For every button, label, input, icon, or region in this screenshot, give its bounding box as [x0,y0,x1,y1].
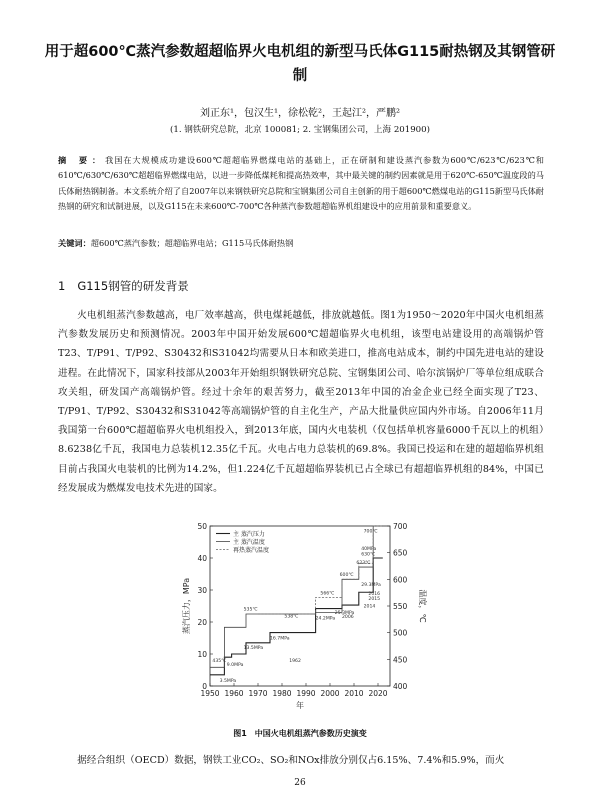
abstract [58,153,544,214]
body-paragraph: 火电机组蒸汽参数越高，电厂效率越高，供电煤耗越低，排放就越低。图1为1950～2020年中国火电机组蒸汽参数发展历史和预测情况。2003年中国开始发展600℃超超临界火电机组，该型电站建设用的高端锅炉管T23、T/P91、T/P92、S30432和S31042均需要从日本和欧美进口，推高电站成本，制约中国先进电站的建设进程。在此情况下，国家科技部从2003年开始组织钢铁研究总院、宝钢集团公司、哈尔滨锅炉厂等单位组成联合攻关组，研发国产高端锅炉管。经过十余年的艰苦努力，截至2013年中国的冶金企业已经全面实现了T23、T/P91、T/P92、S30432和S31042等高端锅炉管的自主化生产，产品大批量供应国内外市场。自2006年11月我国第一台600℃超超临界火电机组投入，到2013年底，国内火电装机（仅包括单机容量6000千瓦以上的机组）8.6238亿千瓦，我国电力总装机12.35亿千瓦。火电占电力总装机的69.8%。我国已投运和在建的超超临界机组目前占我国火电装机的比例为14.2%，但1.224亿千瓦超超临界装机已占全球已有超超临界机组的84%，中国已经发展成为燃煤发电技术先进的国家。 [58,310,544,494]
continued-paragraph: 据经合组织（OECD）数据，钢铁工业CO₂、SO₂和NOx排放分别仅占6.15%、7.4%和5.9%，而火 [77,755,505,766]
y-right-tick-label: 450 [393,655,408,665]
y-left-axis-label: 蒸汽压力，MPa [182,577,191,635]
data-label: 2014 [363,604,376,610]
y-right-tick-label: 400 [393,682,408,691]
data-label: 29.3MPa [361,582,381,588]
data-label: 2016 [368,591,381,597]
y-right-tick-label: 500 [393,628,408,638]
data-label: 700℃ [363,529,378,535]
paper-title: 用于超600℃蒸汽参数超超临界火电机组的新型马氏体G115耐热钢及其钢管研制 [44,44,556,84]
x-axis-label: 年 [296,701,304,710]
data-label: 2015 [368,597,381,603]
abstract-text: 我国在大规模成功建设600℃超超临界燃煤电站的基础上，正在研制和建设蒸汽参数为600℃/623℃/623℃和610℃/630℃/630℃超超临界燃煤电站，以进一步降低煤耗和提高热效率，其中最关键的制约因素就是用于620℃-650℃温度段的马氏体耐热钢制备。本文系统介绍了自2007年以来钢铁研究总院和宝钢集团公司自主创新的用于超600℃燃煤电站的G115新型马氏体耐热钢的研究和试制进展，以及G115在未来600℃-700℃各种蒸汽参数超超临界机组建设中的应用前景和重要意义。 [58,155,544,211]
keywords-label: 关键词： [58,238,91,248]
data-label: 24.2MPa [315,616,336,622]
data-label: 16.7MPa [270,636,290,642]
y-left-tick-label: 50 [197,522,207,531]
x-tick-label: 2020 [368,689,388,698]
data-label: 623℃ [356,560,371,566]
x-tick-label: 1990 [296,689,316,698]
x-tick-label: 1960 [224,689,244,698]
figure-caption: 图1 中国火电机组蒸汽参数历史演变 [233,729,367,738]
data-label: 435℃ [212,659,227,664]
series-line-3 [258,526,383,614]
data-label: 2006 [342,615,354,621]
legend-label: 主 蒸汽温度 [233,539,265,546]
legend-label: 主 蒸汽压力 [233,531,265,538]
data-label: 13.5MPa [243,646,264,652]
page-number: 26 [294,778,306,788]
data-label: 25.3MPa [334,611,355,616]
x-tick-label: 2010 [344,689,364,698]
y-right-tick-label: 550 [393,602,408,611]
data-label: 40MPa [361,547,377,552]
y-left-tick-label: 40 [197,554,207,563]
y-right-tick-label: 700 [393,522,408,531]
y-left-tick-label: 20 [197,618,207,627]
section-heading [58,278,201,294]
y-left-tick-label: 10 [197,650,207,659]
keywords [58,238,544,249]
x-tick-label: 1970 [248,689,268,698]
legend-label: 再热蒸汽温度 [233,547,270,554]
data-label: 535℃ [243,607,258,613]
data-label: 9.0MPa [226,662,244,668]
authors: 刘正东¹，包汉生¹，徐松乾²，王起江²，严鹏² [199,108,401,119]
y-right-tick-label: 600 [393,575,408,585]
keywords-text: 超600℃蒸汽参数；超超临界电站；G115马氏体耐热钢 [90,238,294,248]
data-label: 630℃ [361,552,376,558]
x-tick-label: 1980 [272,689,292,698]
data-label: 566℃ [320,591,335,597]
y-left-tick-label: 30 [197,586,207,595]
data-label: 1962 [289,659,301,664]
section-number: 1 [58,279,66,293]
y-left-tick-label: 0 [202,682,207,691]
x-tick-label: 1950 [200,689,220,698]
section-title: G115钢管的研发背景 [77,279,189,293]
data-label: 600℃ [339,573,354,579]
y-right-axis-label: 温度，℃ [418,589,427,623]
data-label: 538℃ [284,614,299,620]
x-tick-label: 2000 [320,689,340,698]
data-label: 3.5MPa [219,679,237,685]
y-right-tick-label: 650 [393,548,408,558]
abstract-label: 摘 要： [58,155,106,165]
affiliation: (1. 钢铁研究总院，北京 100081; 2. 宝钢集团公司，上海 201900) [170,125,430,135]
steam-parameter-chart [180,518,430,718]
